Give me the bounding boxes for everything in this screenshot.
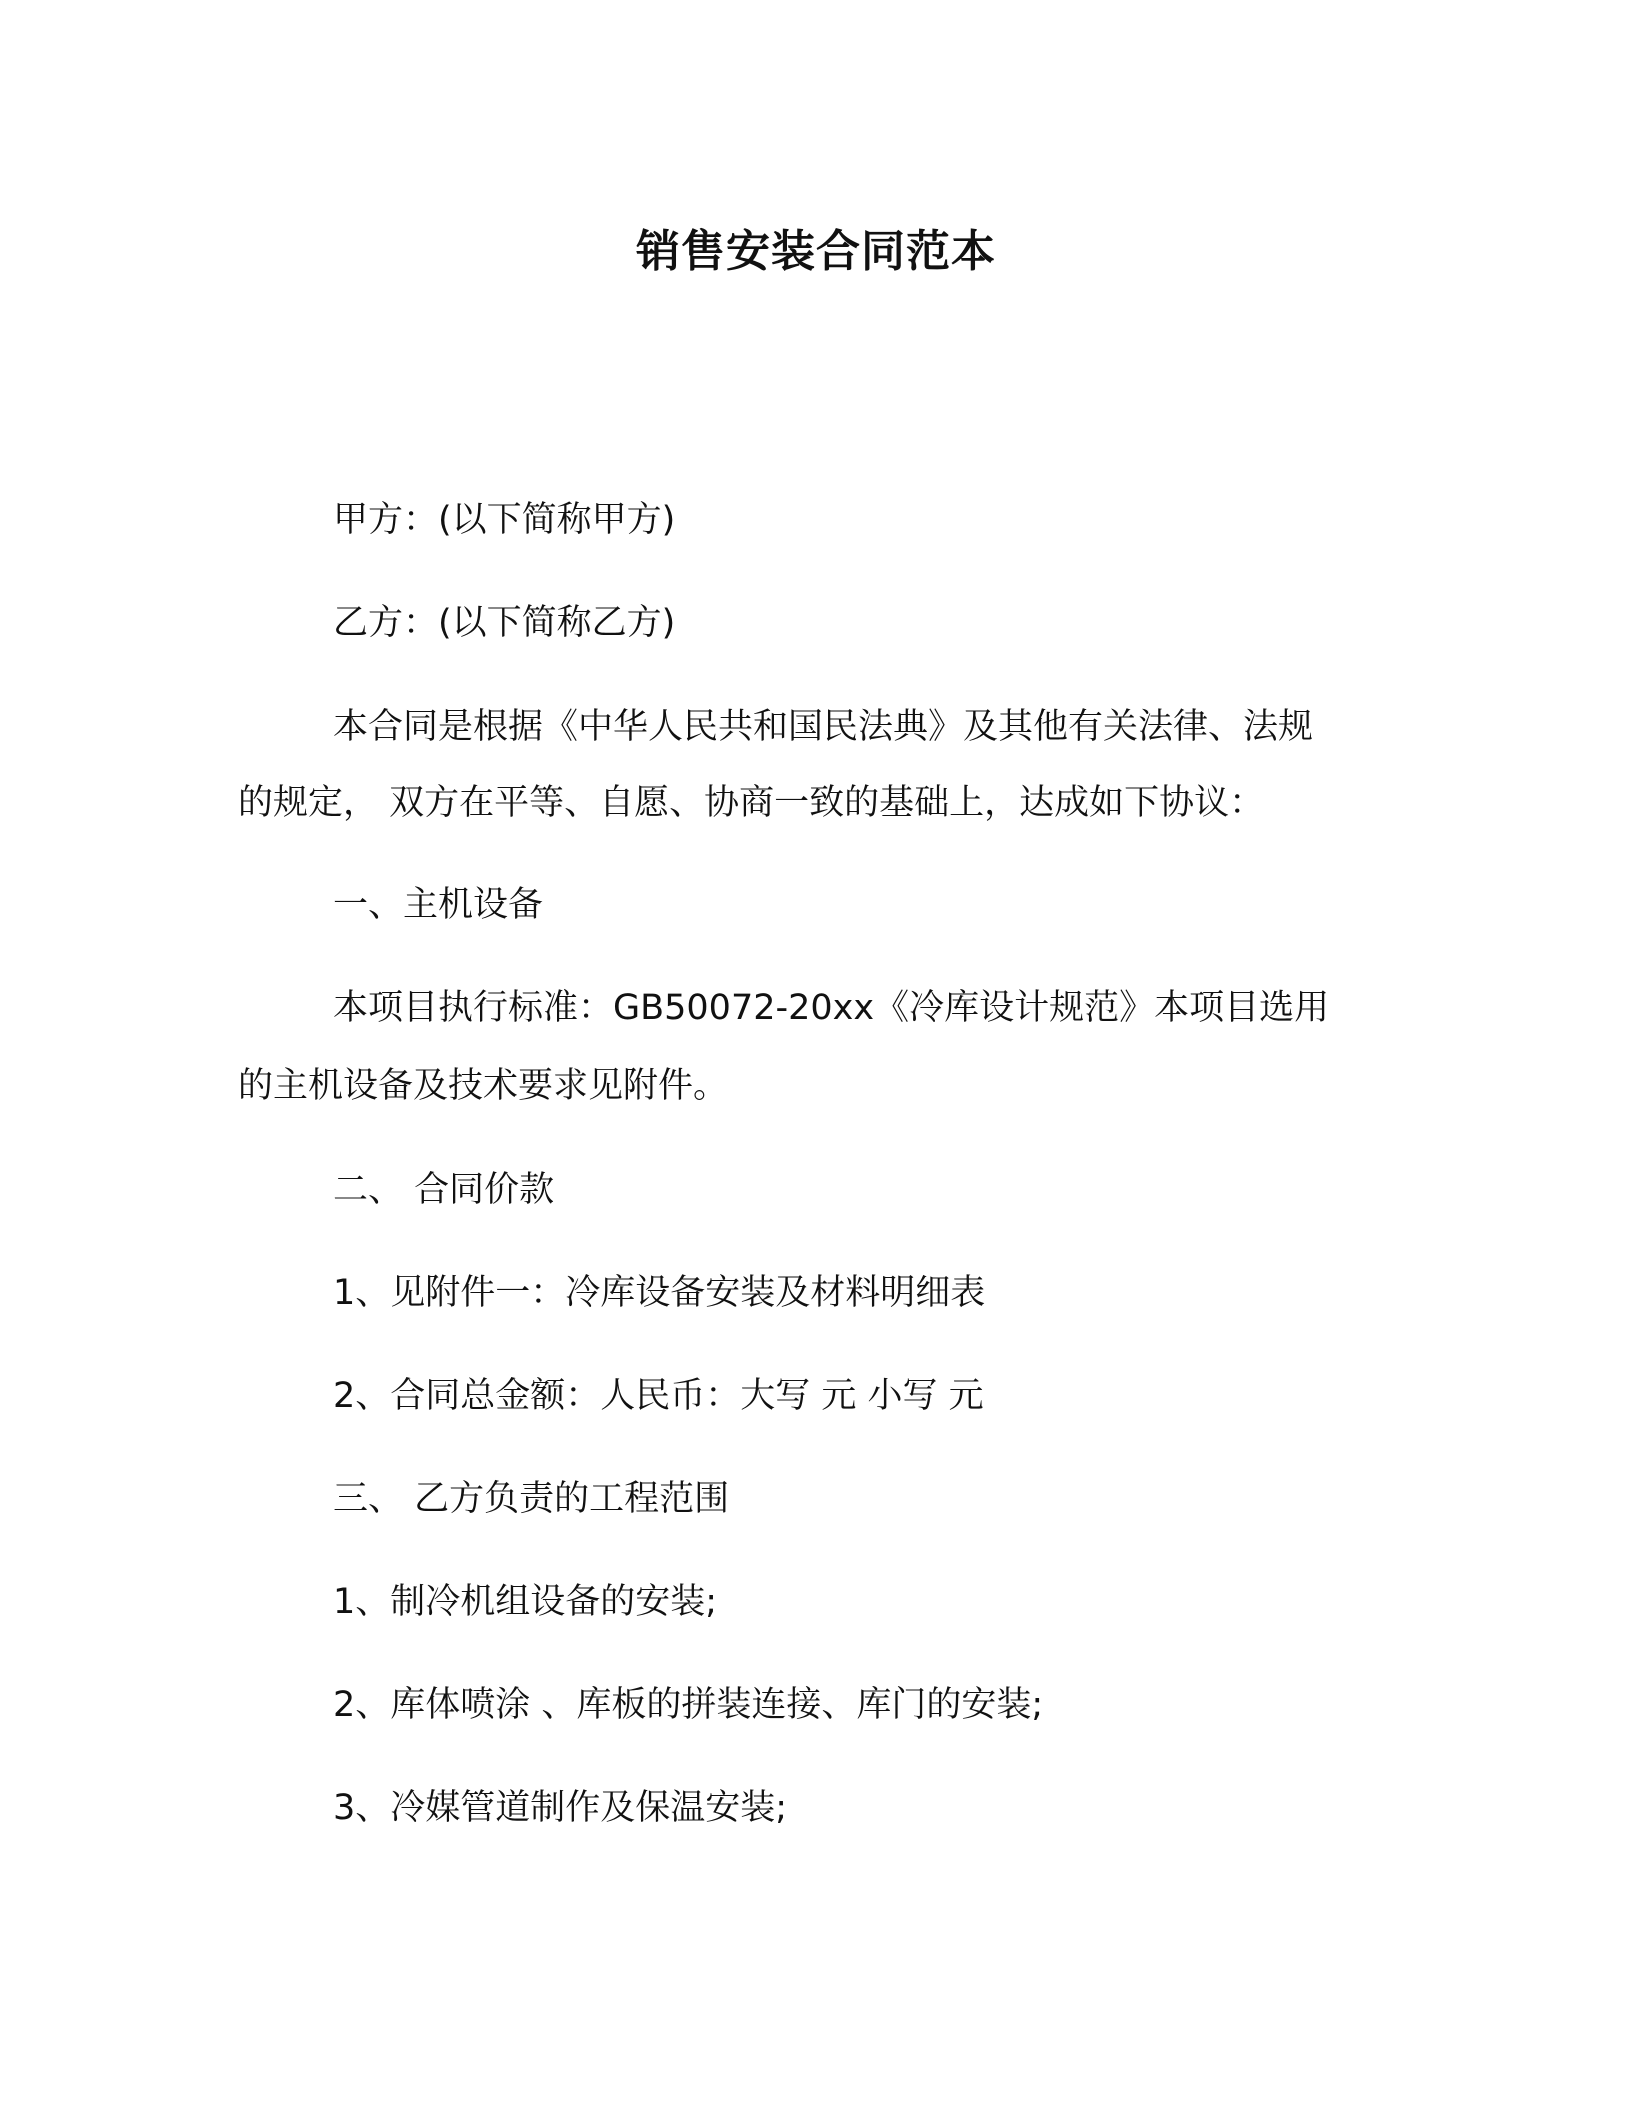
section-1-body-line-2: 的主机设备及技术要求见附件。 bbox=[238, 1066, 729, 1106]
party-b-line: 乙方：(以下简称乙方) bbox=[333, 603, 676, 643]
section-2-heading: 二、 合同价款 bbox=[333, 1170, 555, 1210]
section-2-item-2: 2、合同总金额：人民币：大写 元 小写 元 bbox=[333, 1376, 984, 1416]
section-1-heading: 一、主机设备 bbox=[333, 885, 544, 925]
intro-paragraph-line-1: 本合同是根据《中华人民共和国民法典》及其他有关法律、法规 bbox=[333, 707, 1314, 747]
section-3-heading: 三、 乙方负责的工程范围 bbox=[333, 1479, 730, 1519]
section-3-item-1: 1、制冷机组设备的安装; bbox=[333, 1582, 718, 1622]
document-title: 销售安装合同范本 bbox=[636, 226, 996, 277]
section-2-item-1: 1、见附件一：冷库设备安装及材料明细表 bbox=[333, 1273, 986, 1313]
intro-paragraph-line-2: 的规定， 双方在平等、自愿、协商一致的基础上，达成如下协议： bbox=[238, 783, 1265, 823]
section-3-item-2: 2、库体喷涂 、库板的拼装连接、库门的安装; bbox=[333, 1685, 1044, 1725]
section-3-item-3: 3、冷媒管道制作及保温安装; bbox=[333, 1788, 788, 1828]
party-a-line: 甲方：(以下简称甲方) bbox=[333, 500, 676, 540]
section-1-body-line-1: 本项目执行标准：GB50072-20xx《冷库设计规范》本项目选用 bbox=[333, 988, 1330, 1028]
